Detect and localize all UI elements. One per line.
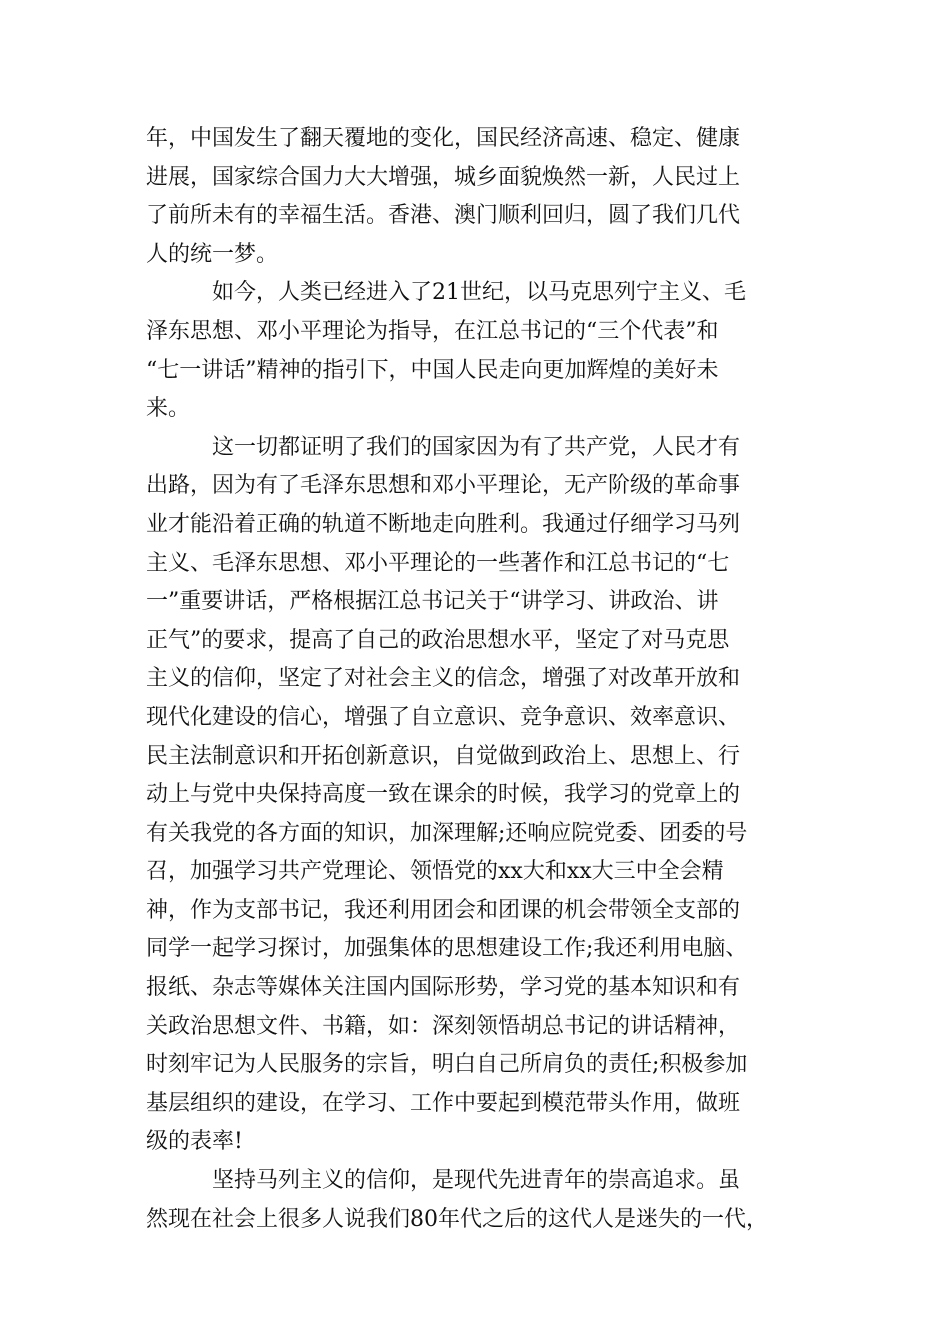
text-line: 动上与党中央保持高度一致在课余的时候，我学习的党章上的	[146, 782, 741, 808]
text-line: 出路，因为有了毛泽东思想和邓小平理论，无产阶级的革命事	[146, 473, 741, 499]
text-line: 民主法制意识和开拓创新意识，自觉做到政治上、思想上、行	[146, 743, 741, 769]
text-line: 神，作为支部书记，我还利用团会和团课的机会带领全支部的	[146, 897, 741, 923]
text-line: 然现在社会上很多人说我们80年代之后的这代人是迷失的一代，	[146, 1206, 768, 1232]
text-line: 这一切都证明了我们的国家因为有了共产党，人民才有	[212, 434, 741, 460]
text-line: “七一讲话”精神的指引下，中国人民走向更加辉煌的美好未	[146, 357, 719, 383]
text-line: 报纸、杂志等媒体关注国内国际形势，学习党的基本知识和有	[146, 975, 741, 1001]
text-line: 进展，国家综合国力大大增强，城乡面貌焕然一新，人民过上	[146, 164, 741, 190]
text-line: 基层组织的建设，在学习、工作中要起到模范带头作用，做班	[146, 1090, 741, 1116]
text-line: 坚持马列主义的信仰，是现代先进青年的崇高追求。虽	[212, 1168, 741, 1194]
text-line: 年，中国发生了翻天覆地的变化，国民经济高速、稳定、健康	[146, 126, 741, 151]
paragraph-2	[146, 274, 816, 428]
text-line: 关政治思想文件、书籍，如：深刻领悟胡总书记的讲话精神，	[146, 1013, 741, 1039]
text-line: 召，加强学习共产党理论、领悟党的xx大和xx大三中全会精	[146, 859, 724, 885]
text-line: 正气”的要求，提高了自己的政治思想水平，坚定了对马克思	[146, 627, 730, 653]
paragraph-4	[146, 1162, 816, 1239]
text-line: 泽东思想、邓小平理论为指导，在江总书记的“三个代表”和	[146, 318, 719, 344]
text-line: 现代化建设的信心，增强了自立意识、竞争意识、效率意识、	[146, 704, 741, 730]
text-line: 一”重要讲话，严格根据江总书记关于“讲学习、讲政治、讲	[146, 589, 719, 615]
text-line: 同学一起学习探讨，加强集体的思想建设工作;我还利用电脑、	[146, 936, 748, 962]
text-line: 如今，人类已经进入了21世纪，以马克思列宁主义、毛	[212, 280, 746, 306]
text-line: 了前所未有的幸福生活。香港、澳门顺利回归，圆了我们几代	[146, 203, 741, 229]
text-line: 主义、毛泽东思想、邓小平理论的一些著作和江总书记的“七	[146, 550, 730, 576]
body-text	[146, 120, 816, 1239]
paragraph-3	[146, 429, 816, 1162]
paragraph-1	[146, 120, 816, 274]
text-line: 人的统一梦。	[146, 241, 279, 267]
text-line: 业才能沿着正确的轨道不断地走向胜利。我通过仔细学习马列	[146, 511, 741, 537]
text-line: 主义的信仰，坚定了对社会主义的信念，增强了对改革开放和	[146, 666, 741, 692]
text-line: 有关我党的各方面的知识，加深理解;还响应院党委、团委的号	[146, 820, 748, 846]
text-line: 来。	[146, 396, 191, 422]
text-line: 时刻牢记为人民服务的宗旨，明白自己所肩负的责任;积极参加	[146, 1052, 748, 1078]
text-line: 级的表率!	[146, 1129, 243, 1155]
